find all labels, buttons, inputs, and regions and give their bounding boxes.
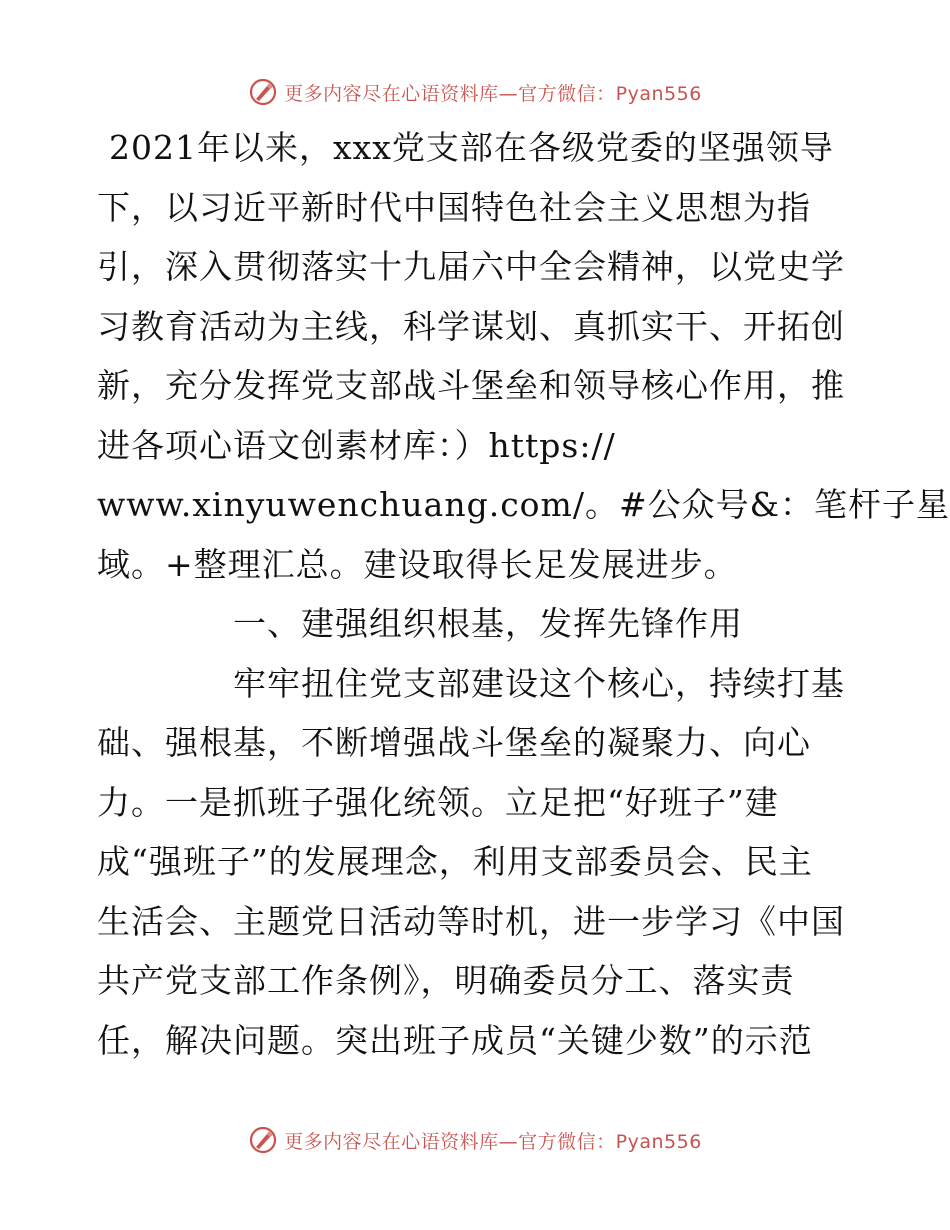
paragraph-line: 生活会、主题党日活动等时机，进一步学习《中国	[97, 901, 845, 941]
paragraph-line: 牢牢扭住党支部建设这个核心，持续打基	[233, 663, 845, 703]
watermark-text: 更多内容尽在心语资料库—官方微信：Pyan556	[284, 1130, 702, 1153]
watermark-banner-bottom	[0, 1120, 950, 1160]
paragraph-line: 新，充分发挥党支部战斗堡垒和领导核心作用，推	[97, 366, 845, 405]
paragraph-line: 习教育活动为主线，科学谋划、真抓实干、开拓创	[97, 306, 845, 346]
paragraph-line: 下，以习近平新时代中国特色社会主义思想为指	[97, 187, 811, 227]
paragraph-line: 进各项心语文创素材库：）https://	[97, 425, 616, 465]
paragraph-line: 任，解决问题。突出班子成员“关键少数”的示范	[97, 1020, 813, 1060]
paragraph-line: 共产党支部工作条例》，明确委员分工、落实责	[97, 961, 795, 1000]
paragraph-line: 域。+整理汇总。建设取得长足发展进步。	[97, 544, 738, 584]
paragraph-line: 成“强班子”的发展理念，利用支部委员会、民主	[97, 842, 813, 881]
document-body	[97, 118, 950, 1070]
pen-logo-icon	[248, 77, 278, 107]
paragraph-line: 力。一是抓班子强化统领。立足把“好班子”建	[97, 782, 779, 822]
pen-logo-icon	[248, 1125, 278, 1155]
paragraph-line: 引，深入贯彻落实十九届六中全会精神，以党史学	[97, 247, 845, 286]
watermark-banner-top	[0, 72, 950, 112]
paragraph-line: www.xinyuwenchuang.com/。#公众号&：笔杆子星	[97, 485, 950, 524]
paragraph-line: 础、强根基，不断增强战斗堡垒的凝聚力、向心	[97, 723, 811, 762]
paragraph-line: 2021年以来，xxx党支部在各级党委的坚强领导	[109, 128, 834, 167]
watermark-text: 更多内容尽在心语资料库—官方微信：Pyan556	[284, 82, 702, 105]
section-heading: 一、建强组织根基，发挥先锋作用	[233, 604, 743, 643]
